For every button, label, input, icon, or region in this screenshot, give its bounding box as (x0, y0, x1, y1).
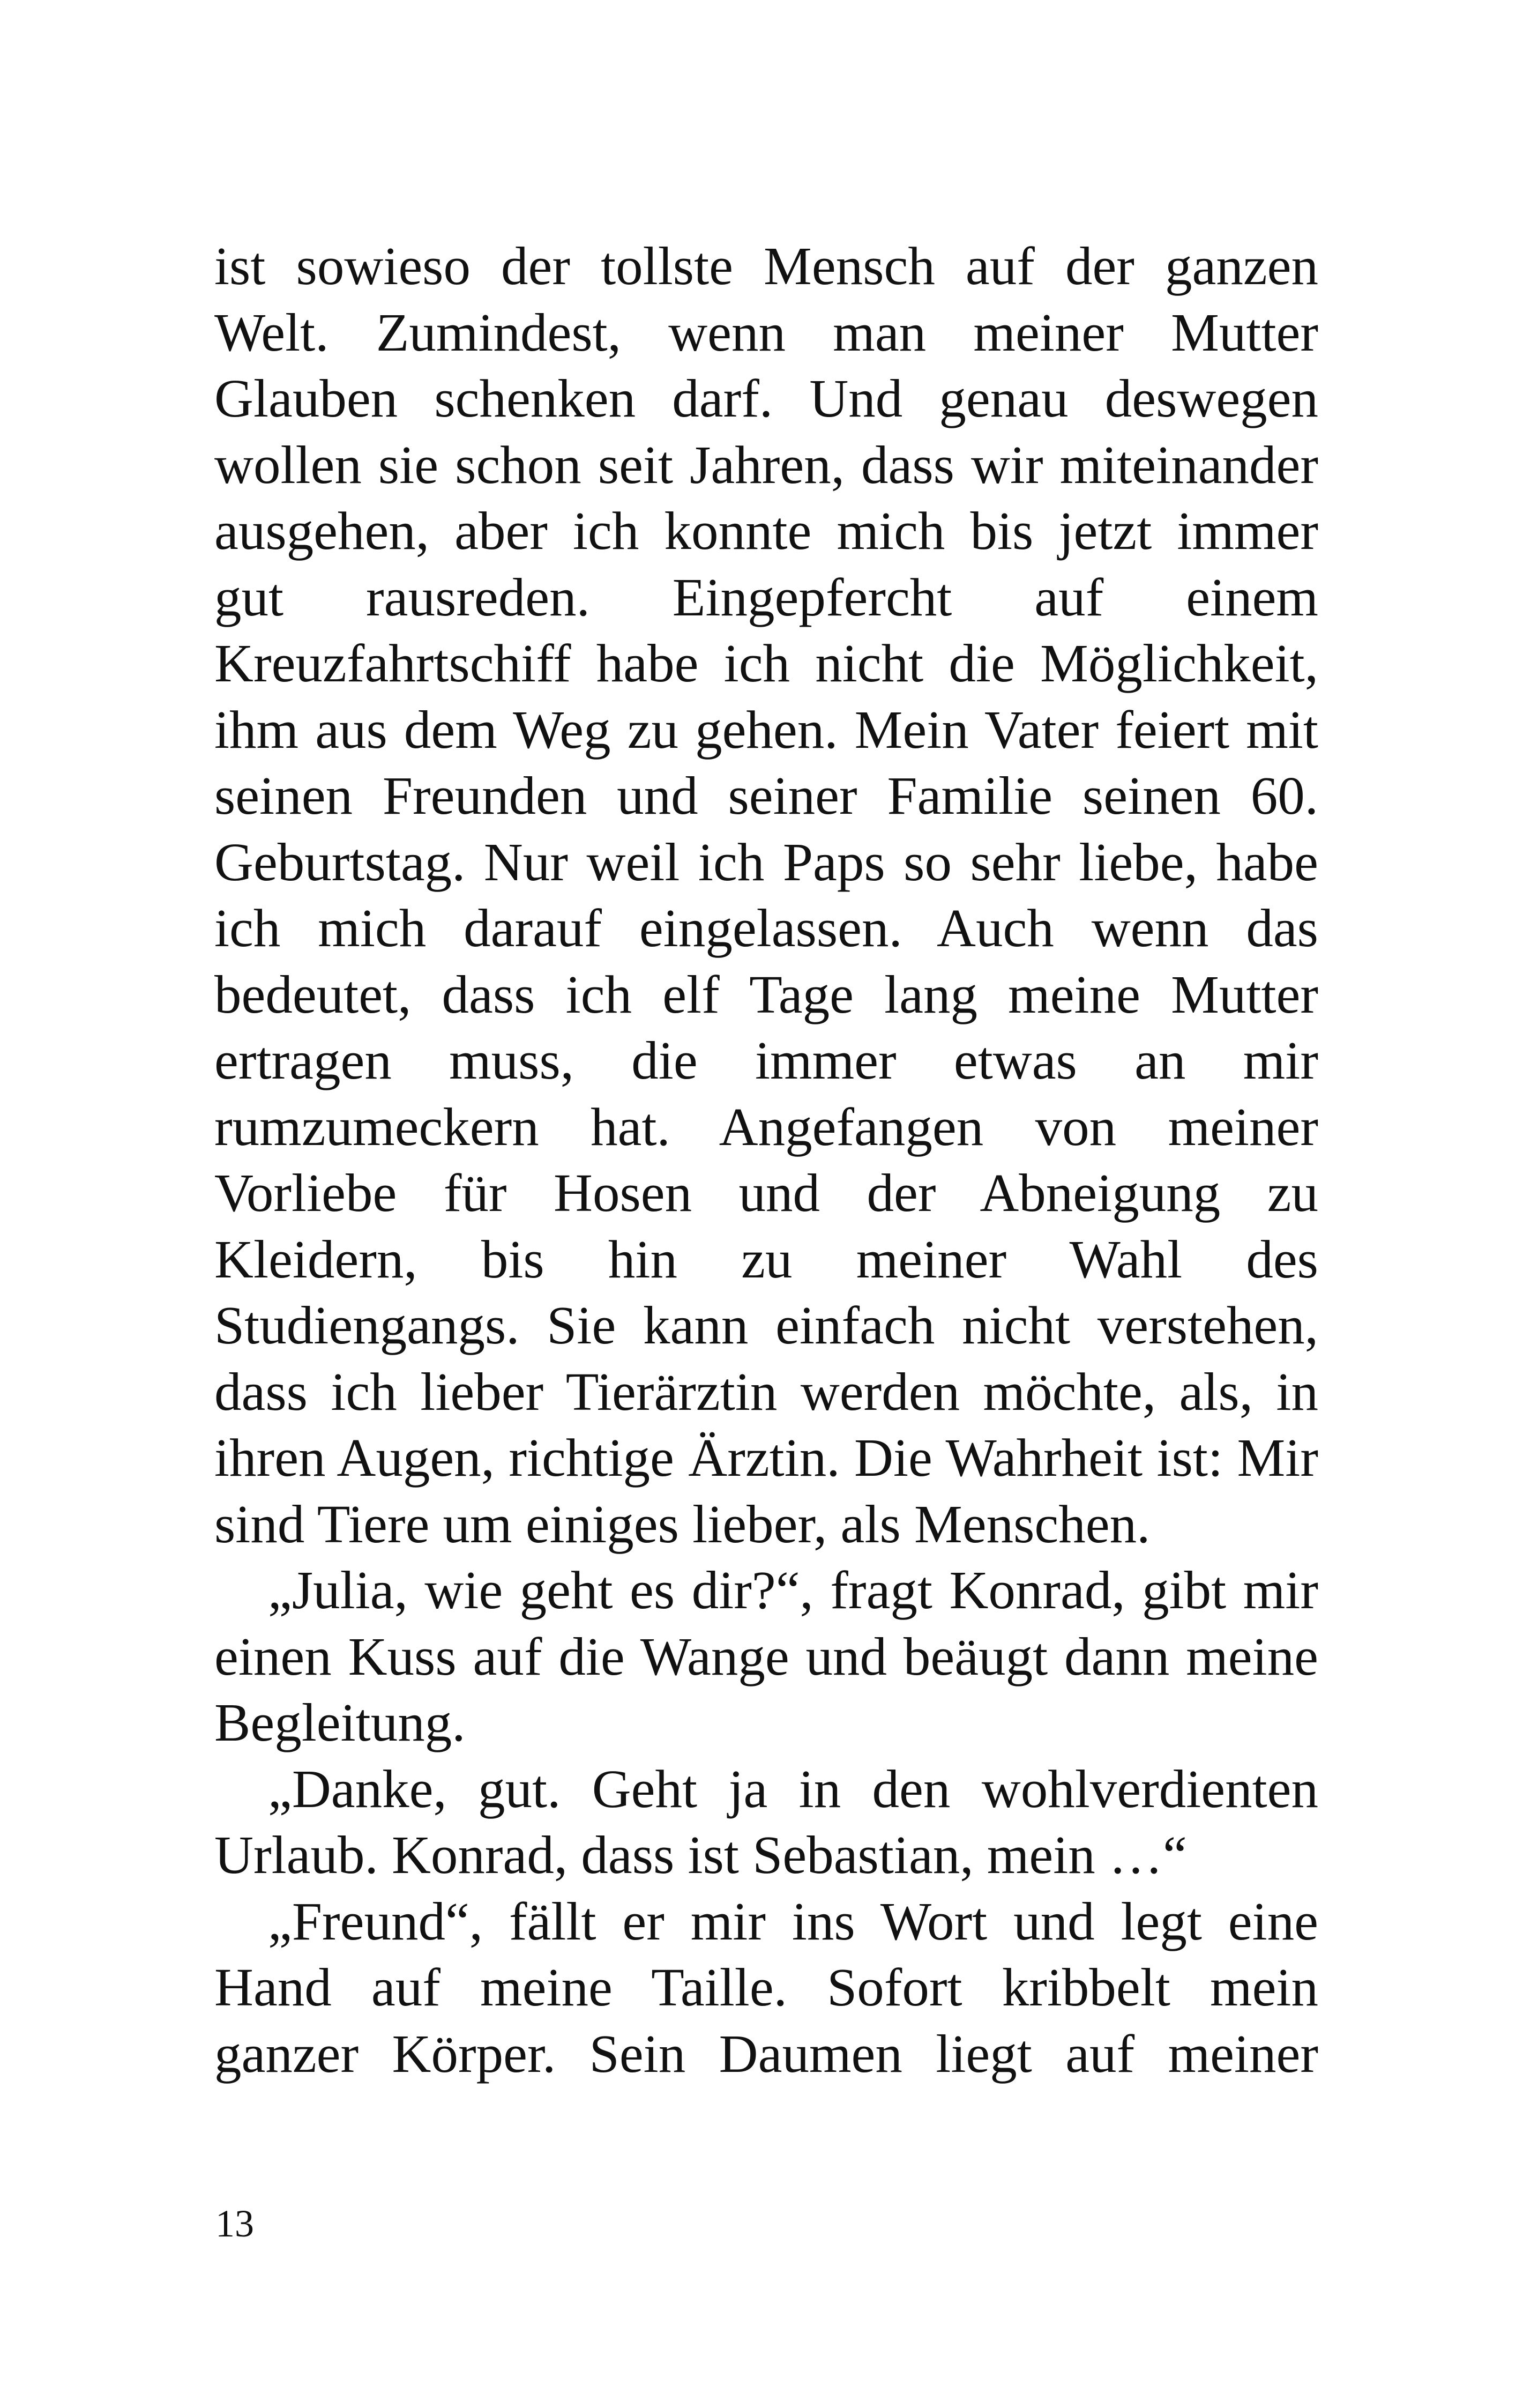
text-line-1: ist sowieso der tollste Mensch auf der ganzen (214, 236, 1318, 296)
text-line-9: seinen Freunden und seiner Familie seinen 60. (214, 765, 1318, 826)
text-line-22: einen Kuss auf die Wange und beäugt dann meine (214, 1626, 1318, 1686)
text-line-15: Vorliebe für Hosen und der Abneigung zu (214, 1163, 1318, 1223)
text-line-27: Hand auf meine Taille. Sofort kribbelt mein (214, 1957, 1318, 2017)
text-line-18: dass ich lieber Tierärztin werden möchte, als, in (214, 1361, 1318, 1422)
text-line-24: „Danke, gut. Geht ja in den wohlverdienten (268, 1758, 1318, 1819)
text-line-5: ausgehen, aber ich konnte mich bis jetzt immer (214, 501, 1318, 561)
text-line-20: sind Tiere um einiges lieber, als Menschen. (214, 1493, 1151, 1554)
text-line-7: Kreuzfahrtschiff habe ich nicht die Möglichkeit, (214, 633, 1318, 693)
body-text (214, 233, 1318, 2087)
text-line-19: ihren Augen, richtige Ärztin. Die Wahrheit ist: Mir (214, 1428, 1318, 1488)
text-line-3: Glauben schenken darf. Und genau deswegen (214, 368, 1318, 428)
text-line-11: ich mich darauf eingelassen. Auch wenn das (214, 898, 1318, 958)
text-line-25: Urlaub. Konrad, dass ist Sebastian, mein …“ (214, 1825, 1187, 1885)
text-line-8: ihm aus dem Weg zu gehen. Mein Vater feiert mit (214, 699, 1318, 760)
text-line-26: „Freund“, fällt er mir ins Wort und legt eine (268, 1891, 1318, 1951)
text-line-17: Studiengangs. Sie kann einfach nicht verstehen, (214, 1295, 1318, 1355)
text-line-28: ganzer Körper. Sein Daumen liegt auf meiner (214, 2023, 1318, 2084)
text-line-2: Welt. Zumindest, wenn man meiner Mutter (214, 302, 1318, 362)
text-line-21: „Julia, wie geht es dir?“, fragt Konrad, gibt mir (268, 1560, 1318, 1620)
text-line-6: gut rausreden. Eingepfercht auf einem (214, 567, 1318, 627)
text-line-23: Begleitung. (214, 1692, 466, 1752)
text-line-14: rumzumeckern hat. Angefangen von meiner (214, 1096, 1318, 1157)
text-line-10: Geburtstag. Nur weil ich Paps so sehr liebe, habe (214, 831, 1318, 892)
text-line-4: wollen sie schon seit Jahren, dass wir miteinander (214, 434, 1318, 495)
text-line-13: ertragen muss, die immer etwas an mir (214, 1030, 1318, 1090)
text-line-16: Kleidern, bis hin zu meiner Wahl des (214, 1229, 1318, 1289)
page-number: 13 (215, 2202, 254, 2245)
text-line-12: bedeutet, dass ich elf Tage lang meine Mutter (214, 964, 1318, 1024)
